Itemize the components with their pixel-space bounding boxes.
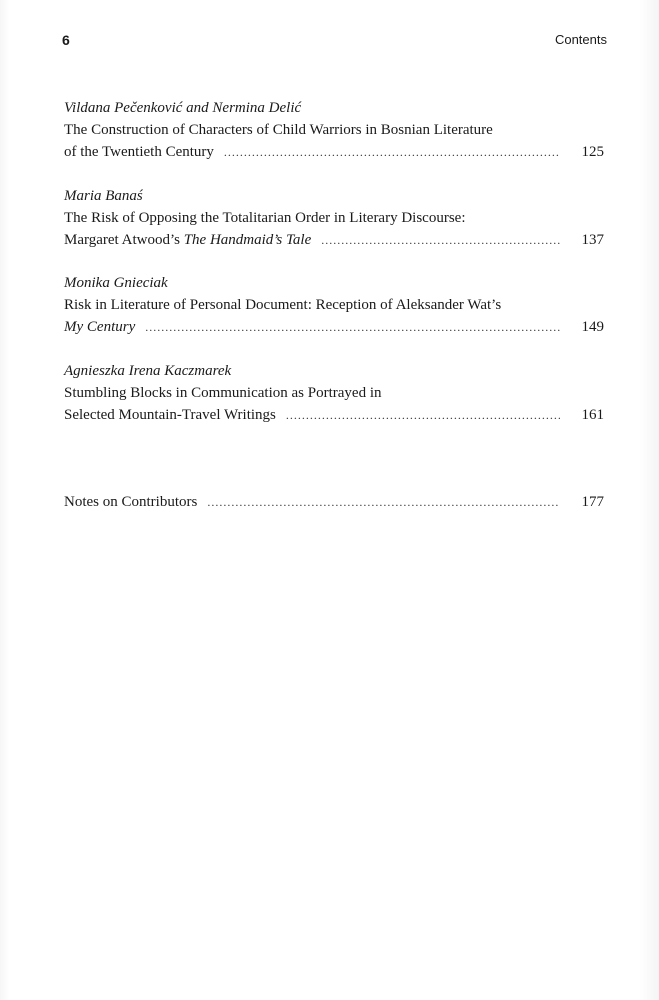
entry-title-last-line	[64, 229, 604, 251]
entry-title-plain: Margaret Atwood’s	[64, 232, 184, 248]
dot-leader	[286, 404, 560, 426]
running-head: Contents	[554, 32, 607, 47]
notes-label: Notes on Contributors	[64, 494, 198, 510]
entry-title-end	[64, 229, 311, 251]
entry-title-last-line	[64, 141, 604, 163]
entry-author: Maria Banaś	[64, 188, 143, 204]
dot-leader	[145, 316, 560, 338]
dot-leader	[321, 229, 560, 251]
notes-line	[64, 491, 604, 513]
entry-title-line: Stumbling Blocks in Communication as Portrayed in	[64, 385, 382, 401]
entry-author: Vildana Pečenković and Nermina Delić	[64, 100, 302, 116]
entry-author: Agnieszka Irena Kaczmarek	[64, 363, 232, 379]
entry-page-number: 137	[581, 232, 604, 248]
entry-title-line: The Risk of Opposing the Totalitarian Order in Literary Discourse:	[64, 210, 466, 226]
entry-title-last-line	[64, 404, 604, 426]
entry-title-italic: My Century	[64, 319, 136, 335]
toc-entry	[64, 360, 604, 426]
dot-leader	[207, 491, 560, 513]
entry-title-line: Risk in Literature of Personal Document: Reception of Aleksander Wat’s	[64, 297, 502, 313]
dot-leader	[224, 141, 560, 163]
entry-title-plain: of the Twentieth Century	[64, 144, 214, 160]
toc-entry	[64, 272, 604, 338]
entry-title-plain: Selected Mountain-Travel Writings	[64, 407, 276, 423]
notes-entry	[64, 491, 604, 513]
entry-title-end	[64, 141, 214, 163]
page-header	[62, 32, 607, 52]
entry-author: Monika Gnieciak	[64, 275, 168, 291]
entry-title-line: The Construction of Characters of Child Warriors in Bosnian Literature	[64, 122, 493, 138]
page-number: 6	[62, 32, 70, 48]
entry-page-number: 125	[581, 144, 604, 160]
entry-page-number: 161	[581, 407, 604, 423]
toc-entry	[64, 185, 604, 251]
toc-entry	[64, 97, 604, 163]
entry-page-number: 149	[581, 319, 604, 335]
notes-page-number: 177	[581, 494, 604, 510]
entry-title-end	[64, 316, 135, 338]
entry-title-end	[64, 404, 276, 426]
entry-title-italic: The Handmaid’s Tale	[183, 232, 312, 248]
entry-title-last-line	[64, 316, 604, 338]
